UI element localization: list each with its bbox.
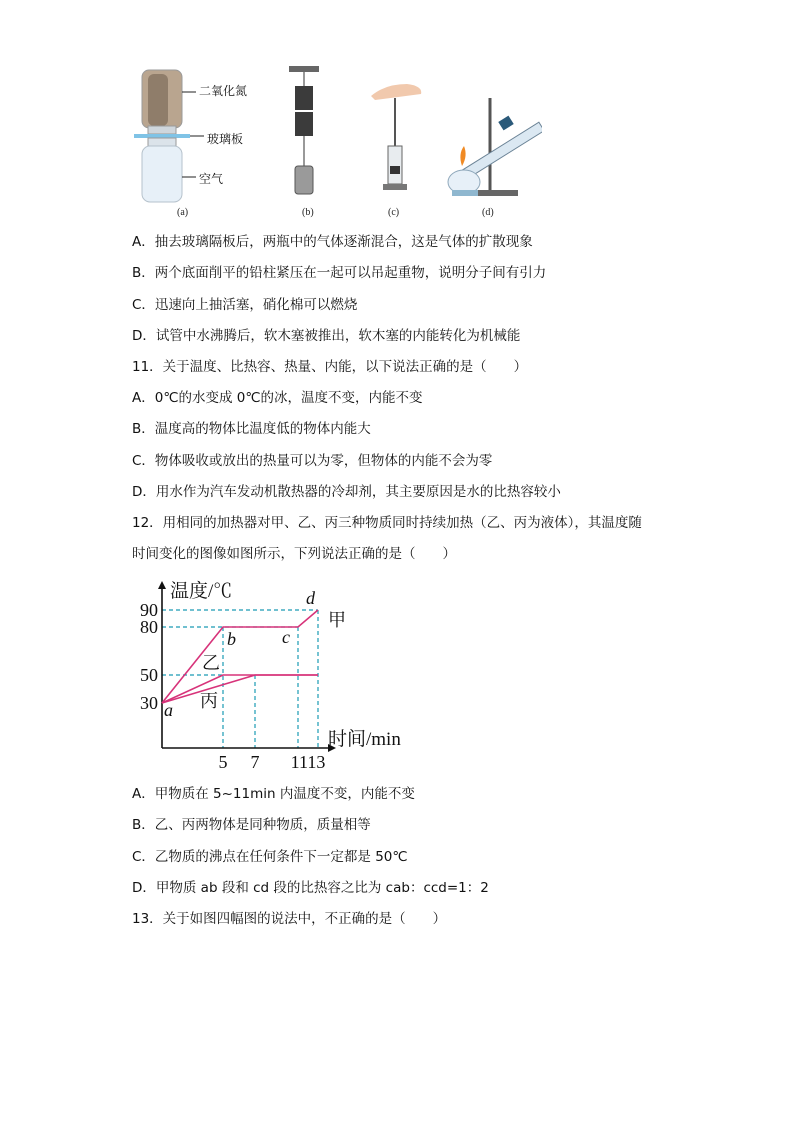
- q11-stem: 11．关于温度、比热容、热量、内能，以下说法正确的是（ ）: [132, 359, 528, 375]
- q13-stem: 13．关于如图四幅图的说法中，不正确的是（ ）: [132, 911, 447, 927]
- q11-option-c: C．物体吸收或放出的热量可以为零，但物体的内能不会为零: [132, 453, 493, 469]
- figure-c-compression-tube: [365, 62, 435, 212]
- figure-d-test-tube: [442, 62, 542, 212]
- q12-option-d: D．甲物质 ab 段和 cd 段的比热容之比为 cab：ccd=1：2: [132, 880, 489, 896]
- series-name-jia: 甲: [328, 610, 346, 630]
- y-tick-50: 50: [140, 665, 158, 685]
- series-name-bing: 丙: [200, 691, 218, 711]
- x-axis-label: 时间/min: [328, 729, 401, 750]
- y-tick-80: 80: [140, 617, 158, 637]
- series-line-2: [162, 675, 318, 703]
- q12-stem-line1: 12．用相同的加热器对甲、乙、丙三种物质同时持续加热（乙、丙为液体），其温度随: [132, 515, 642, 531]
- x-tick-7: 7: [250, 752, 260, 772]
- figure-b-lead-cylinders: [285, 62, 325, 212]
- caption-c: (c): [388, 207, 400, 218]
- q11-option-a: A．0℃的水变成 0℃的冰，温度不变，内能不变: [132, 390, 423, 406]
- temperature-time-chart: [120, 575, 430, 775]
- q10-option-a: A．抽去玻璃隔板后，两瓶中的气体逐渐混合，这是气体的扩散现象: [132, 234, 533, 250]
- caption-a: (a): [177, 207, 189, 218]
- label-glass-plate: 玻璃板: [207, 132, 244, 146]
- figure-row: [130, 62, 550, 222]
- q12-option-b: B．乙、丙两物体是同种物质，质量相等: [132, 817, 371, 833]
- y-tick-30: 30: [140, 693, 158, 713]
- q10-option-b: B．两个底面削平的铅柱紧压在一起可以吊起重物，说明分子间有引力: [132, 265, 547, 281]
- q11-option-d: D．用水作为汽车发动机散热器的冷却剂，其主要原因是水的比热容较小: [132, 484, 561, 500]
- q11-option-b: B．温度高的物体比温度低的物体内能大: [132, 421, 371, 437]
- q12-option-a: A．甲物质在 5~11min 内温度不变，内能不变: [132, 786, 415, 802]
- y-axis-arrow: [158, 581, 166, 589]
- point-label-b: b: [227, 629, 236, 649]
- q12-option-c: C．乙物质的沸点在任何条件下一定都是 50℃: [132, 849, 408, 865]
- point-label-a: a: [164, 700, 173, 720]
- point-label-d: d: [306, 588, 315, 608]
- y-tick-90: 90: [140, 600, 158, 620]
- series-name-yi: 乙: [202, 653, 220, 673]
- caption-d: (d): [482, 207, 494, 218]
- caption-b: (b): [302, 207, 314, 218]
- series-line-0: [162, 610, 318, 703]
- label-air: 空气: [199, 172, 224, 186]
- q10-option-c: C．迅速向上抽活塞，硝化棉可以燃烧: [132, 297, 358, 313]
- q12-stem-line2: 时间变化的图像如图所示，下列说法正确的是（ ）: [132, 546, 456, 562]
- x-tick-5: 5: [218, 752, 228, 772]
- point-label-c: c: [282, 627, 290, 647]
- y-axis-label: 温度/℃: [170, 581, 233, 602]
- q10-option-d: D．试管中水沸腾后，软木塞被推出，软木塞的内能转化为机械能: [132, 328, 521, 344]
- x-tick-11-13: 1113: [290, 752, 326, 772]
- label-nitrogen-dioxide: 二氧化氮: [199, 84, 248, 98]
